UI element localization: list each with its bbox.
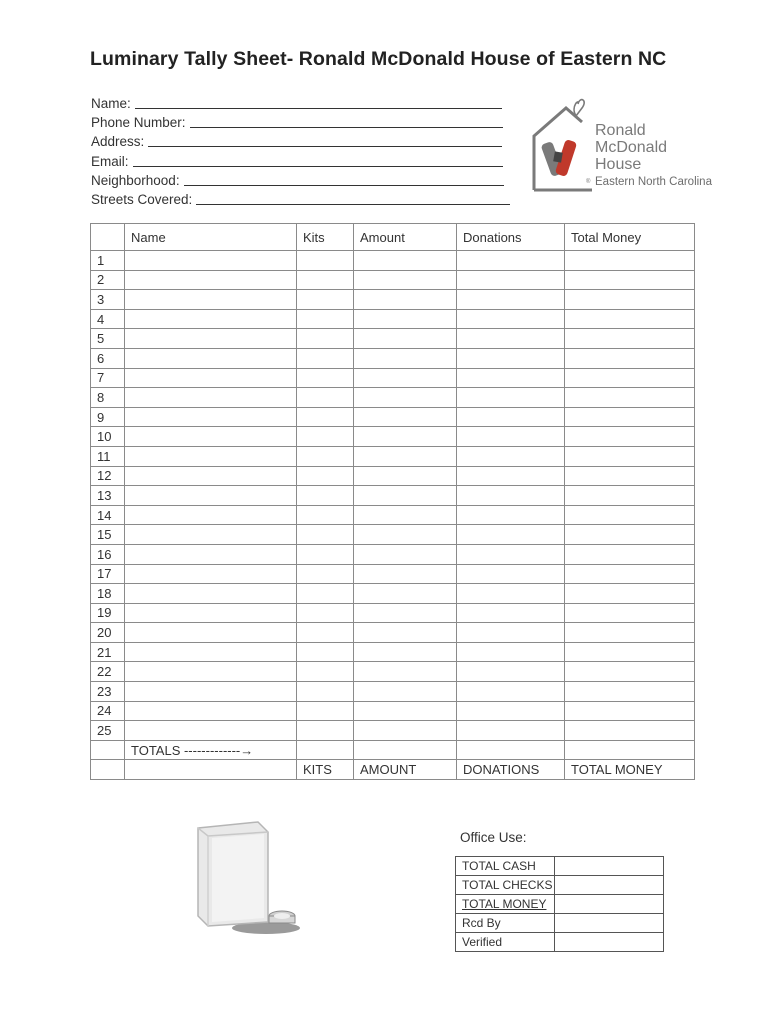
donations-cell[interactable] bbox=[457, 427, 565, 447]
table-row bbox=[91, 348, 695, 368]
total-money-cell[interactable] bbox=[565, 584, 695, 604]
amount-cell[interactable] bbox=[354, 446, 457, 466]
office-label-cell: TOTAL MONEY bbox=[456, 895, 555, 914]
amount-cell[interactable] bbox=[354, 251, 457, 271]
name-cell[interactable] bbox=[125, 584, 297, 604]
name-cell[interactable] bbox=[125, 544, 297, 564]
name-cell[interactable] bbox=[125, 642, 297, 662]
row-number: 2 bbox=[91, 270, 125, 290]
row-number: 11 bbox=[91, 446, 125, 466]
total-money-cell[interactable] bbox=[565, 309, 695, 329]
table-row bbox=[91, 309, 695, 329]
row-number: 9 bbox=[91, 407, 125, 427]
amount-cell[interactable] bbox=[354, 466, 457, 486]
table-row bbox=[91, 446, 695, 466]
total-money-cell[interactable] bbox=[565, 407, 695, 427]
donations-cell[interactable] bbox=[457, 544, 565, 564]
kits-cell[interactable] bbox=[297, 388, 354, 408]
amount-cell[interactable] bbox=[354, 584, 457, 604]
name-cell[interactable] bbox=[125, 309, 297, 329]
header-kits: Kits bbox=[297, 224, 354, 251]
kits-cell[interactable] bbox=[297, 682, 354, 702]
kits-cell[interactable] bbox=[297, 525, 354, 545]
name-cell[interactable] bbox=[125, 701, 297, 721]
table-row bbox=[91, 388, 695, 408]
row-number: 6 bbox=[91, 348, 125, 368]
neighborhood-label: Neighborhood: bbox=[91, 172, 180, 188]
row-number: 7 bbox=[91, 368, 125, 388]
row-number: 10 bbox=[91, 427, 125, 447]
kits-cell[interactable] bbox=[297, 603, 354, 623]
luminary-bag-image bbox=[188, 818, 308, 940]
name-cell[interactable] bbox=[125, 251, 297, 271]
total-money-cell[interactable] bbox=[565, 446, 695, 466]
name-cell[interactable] bbox=[125, 525, 297, 545]
amount-cell[interactable] bbox=[354, 388, 457, 408]
amount-cell[interactable] bbox=[354, 290, 457, 310]
table-row bbox=[91, 427, 695, 447]
phone-field[interactable] bbox=[91, 113, 510, 132]
amount-cell[interactable] bbox=[354, 427, 457, 447]
donations-cell[interactable] bbox=[457, 642, 565, 662]
logo-line-1: Ronald bbox=[595, 122, 646, 139]
total-money-cell[interactable] bbox=[565, 721, 695, 741]
donations-cell[interactable] bbox=[457, 525, 565, 545]
name-cell[interactable] bbox=[125, 623, 297, 643]
total-money-cell[interactable] bbox=[565, 623, 695, 643]
totals-donations-cell[interactable] bbox=[457, 740, 565, 760]
row-number: 25 bbox=[91, 721, 125, 741]
footer-donations: DONATIONS bbox=[457, 760, 565, 780]
row-number: 23 bbox=[91, 682, 125, 702]
table-row bbox=[91, 584, 695, 604]
name-cell[interactable] bbox=[125, 388, 297, 408]
name-cell[interactable] bbox=[125, 603, 297, 623]
totals-blank-cell bbox=[91, 740, 125, 760]
office-value-cell[interactable] bbox=[555, 914, 664, 933]
donations-cell[interactable] bbox=[457, 329, 565, 349]
logo-trademark: ® bbox=[586, 179, 591, 185]
amount-cell[interactable] bbox=[354, 348, 457, 368]
amount-cell[interactable] bbox=[354, 544, 457, 564]
kits-cell[interactable] bbox=[297, 662, 354, 682]
footer-kits: KITS bbox=[297, 760, 354, 780]
table-row bbox=[91, 270, 695, 290]
donations-cell[interactable] bbox=[457, 466, 565, 486]
kits-cell[interactable] bbox=[297, 721, 354, 741]
kits-cell[interactable] bbox=[297, 505, 354, 525]
total-money-cell[interactable] bbox=[565, 682, 695, 702]
address-blank[interactable] bbox=[148, 132, 502, 147]
row-number: 13 bbox=[91, 486, 125, 506]
total-money-cell[interactable] bbox=[565, 505, 695, 525]
row-number: 12 bbox=[91, 466, 125, 486]
header-number bbox=[91, 224, 125, 251]
totals-kits-cell[interactable] bbox=[297, 740, 354, 760]
row-number: 1 bbox=[91, 251, 125, 271]
donations-cell[interactable] bbox=[457, 701, 565, 721]
row-number: 20 bbox=[91, 623, 125, 643]
donations-cell[interactable] bbox=[457, 251, 565, 271]
amount-cell[interactable] bbox=[354, 525, 457, 545]
kits-cell[interactable] bbox=[297, 544, 354, 564]
total-money-cell[interactable] bbox=[565, 290, 695, 310]
header-amount: Amount bbox=[354, 224, 457, 251]
row-number: 14 bbox=[91, 505, 125, 525]
table-row bbox=[91, 544, 695, 564]
total-money-cell[interactable] bbox=[565, 603, 695, 623]
kits-cell[interactable] bbox=[297, 701, 354, 721]
table-header-row bbox=[91, 224, 695, 251]
name-cell[interactable] bbox=[125, 682, 297, 702]
name-cell[interactable] bbox=[125, 564, 297, 584]
total-money-cell[interactable] bbox=[565, 564, 695, 584]
donations-cell[interactable] bbox=[457, 446, 565, 466]
donations-cell[interactable] bbox=[457, 368, 565, 388]
name-cell[interactable] bbox=[125, 486, 297, 506]
footer-row bbox=[91, 760, 695, 780]
donations-cell[interactable] bbox=[457, 348, 565, 368]
total-money-cell[interactable] bbox=[565, 701, 695, 721]
total-money-cell[interactable] bbox=[565, 642, 695, 662]
totals-label: TOTALS ------------- bbox=[131, 742, 241, 758]
donations-cell[interactable] bbox=[457, 388, 565, 408]
donations-cell[interactable] bbox=[457, 623, 565, 643]
email-blank[interactable] bbox=[133, 152, 503, 167]
name-cell[interactable] bbox=[125, 466, 297, 486]
donations-cell[interactable] bbox=[457, 486, 565, 506]
kits-cell[interactable] bbox=[297, 290, 354, 310]
table-row bbox=[91, 466, 695, 486]
table-row bbox=[91, 721, 695, 741]
table-row bbox=[91, 603, 695, 623]
logo-subtitle: Eastern North Carolina bbox=[595, 176, 712, 188]
kits-cell[interactable] bbox=[297, 584, 354, 604]
footer-amount: AMOUNT bbox=[354, 760, 457, 780]
total-money-cell[interactable] bbox=[565, 348, 695, 368]
total-money-cell[interactable] bbox=[565, 486, 695, 506]
row-number: 15 bbox=[91, 525, 125, 545]
office-row-money bbox=[456, 895, 664, 914]
table-row bbox=[91, 564, 695, 584]
kits-cell[interactable] bbox=[297, 251, 354, 271]
table-row bbox=[91, 662, 695, 682]
office-use-label: Office Use: bbox=[460, 830, 527, 845]
streets-blank[interactable] bbox=[196, 190, 510, 205]
amount-cell[interactable] bbox=[354, 662, 457, 682]
total-money-cell[interactable] bbox=[565, 525, 695, 545]
total-money-cell[interactable] bbox=[565, 544, 695, 564]
donations-cell[interactable] bbox=[457, 270, 565, 290]
address-field[interactable] bbox=[91, 132, 510, 151]
email-label: Email: bbox=[91, 153, 129, 169]
kits-cell[interactable] bbox=[297, 270, 354, 290]
totals-row bbox=[91, 740, 695, 760]
amount-cell[interactable] bbox=[354, 368, 457, 388]
table-row bbox=[91, 486, 695, 506]
office-row-cash bbox=[456, 857, 664, 876]
footer-cell bbox=[125, 760, 297, 780]
total-money-cell[interactable] bbox=[565, 388, 695, 408]
office-label-cell: TOTAL CHECKS bbox=[456, 876, 555, 895]
table-row bbox=[91, 407, 695, 427]
table-row bbox=[91, 368, 695, 388]
phone-label: Phone Number: bbox=[91, 115, 186, 131]
amount-cell[interactable] bbox=[354, 623, 457, 643]
kits-cell[interactable] bbox=[297, 466, 354, 486]
amount-cell[interactable] bbox=[354, 309, 457, 329]
row-number: 3 bbox=[91, 290, 125, 310]
header-donations: Donations bbox=[457, 224, 565, 251]
table-row bbox=[91, 290, 695, 310]
kits-cell[interactable] bbox=[297, 564, 354, 584]
office-value-cell[interactable] bbox=[555, 895, 664, 914]
contact-fields bbox=[91, 94, 510, 209]
donations-cell[interactable] bbox=[457, 505, 565, 525]
office-label-cell: Verified bbox=[456, 933, 555, 952]
row-number: 22 bbox=[91, 662, 125, 682]
phone-blank[interactable] bbox=[190, 113, 503, 128]
tally-rows bbox=[91, 251, 695, 741]
name-cell[interactable] bbox=[125, 290, 297, 310]
amount-cell[interactable] bbox=[354, 407, 457, 427]
tally-table bbox=[90, 223, 695, 780]
name-blank[interactable] bbox=[135, 94, 502, 109]
logo-line-3: House bbox=[595, 156, 642, 173]
amount-cell[interactable] bbox=[354, 701, 457, 721]
amount-cell[interactable] bbox=[354, 329, 457, 349]
row-number: 18 bbox=[91, 584, 125, 604]
row-number: 21 bbox=[91, 642, 125, 662]
office-value-cell[interactable] bbox=[555, 876, 664, 895]
donations-cell[interactable] bbox=[457, 584, 565, 604]
kits-cell[interactable] bbox=[297, 348, 354, 368]
table-row bbox=[91, 329, 695, 349]
name-cell[interactable] bbox=[125, 270, 297, 290]
donations-cell[interactable] bbox=[457, 564, 565, 584]
donations-cell[interactable] bbox=[457, 290, 565, 310]
office-row-verified bbox=[456, 933, 664, 952]
row-number: 5 bbox=[91, 329, 125, 349]
logo-wordmark bbox=[595, 122, 667, 173]
kits-cell[interactable] bbox=[297, 427, 354, 447]
table-row bbox=[91, 525, 695, 545]
name-cell[interactable] bbox=[125, 662, 297, 682]
row-number: 4 bbox=[91, 309, 125, 329]
email-field[interactable] bbox=[91, 152, 510, 171]
donations-cell[interactable] bbox=[457, 662, 565, 682]
office-label-cell: Rcd By bbox=[456, 914, 555, 933]
kits-cell[interactable] bbox=[297, 309, 354, 329]
total-money-cell[interactable] bbox=[565, 662, 695, 682]
address-label: Address: bbox=[91, 134, 145, 150]
row-number: 24 bbox=[91, 701, 125, 721]
neighborhood-field[interactable] bbox=[91, 171, 510, 190]
arrow-right-icon: → bbox=[240, 742, 254, 758]
amount-cell[interactable] bbox=[354, 603, 457, 623]
table-row bbox=[91, 701, 695, 721]
amount-cell[interactable] bbox=[354, 270, 457, 290]
table-row bbox=[91, 623, 695, 643]
amount-cell[interactable] bbox=[354, 642, 457, 662]
kits-cell[interactable] bbox=[297, 368, 354, 388]
office-value-cell[interactable] bbox=[555, 933, 664, 952]
name-cell[interactable] bbox=[125, 368, 297, 388]
table-row bbox=[91, 505, 695, 525]
logo-line-2: McDonald bbox=[595, 139, 668, 156]
totals-label-cell bbox=[125, 740, 297, 760]
amount-cell[interactable] bbox=[354, 721, 457, 741]
total-money-cell[interactable] bbox=[565, 427, 695, 447]
donations-cell[interactable] bbox=[457, 309, 565, 329]
name-cell[interactable] bbox=[125, 407, 297, 427]
totals-money-cell[interactable] bbox=[565, 740, 695, 760]
header-total-money: Total Money bbox=[565, 224, 695, 251]
row-number: 17 bbox=[91, 564, 125, 584]
header-name: Name bbox=[125, 224, 297, 251]
table-row bbox=[91, 642, 695, 662]
kits-cell[interactable] bbox=[297, 486, 354, 506]
amount-cell[interactable] bbox=[354, 486, 457, 506]
donations-cell[interactable] bbox=[457, 682, 565, 702]
row-number: 19 bbox=[91, 603, 125, 623]
name-cell[interactable] bbox=[125, 427, 297, 447]
total-money-cell[interactable] bbox=[565, 251, 695, 271]
total-money-cell[interactable] bbox=[565, 270, 695, 290]
office-use-table bbox=[455, 856, 664, 952]
office-row-rcd-by bbox=[456, 914, 664, 933]
table-row bbox=[91, 682, 695, 702]
donations-cell[interactable] bbox=[457, 721, 565, 741]
kits-cell[interactable] bbox=[297, 329, 354, 349]
kits-cell[interactable] bbox=[297, 446, 354, 466]
name-field[interactable] bbox=[91, 94, 510, 113]
donations-cell[interactable] bbox=[457, 407, 565, 427]
donations-cell[interactable] bbox=[457, 603, 565, 623]
name-cell[interactable] bbox=[125, 721, 297, 741]
amount-cell[interactable] bbox=[354, 564, 457, 584]
neighborhood-blank[interactable] bbox=[184, 171, 504, 186]
office-value-cell[interactable] bbox=[555, 857, 664, 876]
kits-cell[interactable] bbox=[297, 623, 354, 643]
streets-label: Streets Covered: bbox=[91, 192, 193, 208]
name-cell[interactable] bbox=[125, 446, 297, 466]
footer-cell bbox=[91, 760, 125, 780]
name-cell[interactable] bbox=[125, 329, 297, 349]
totals-amount-cell[interactable] bbox=[354, 740, 457, 760]
office-label-cell: TOTAL CASH bbox=[456, 857, 555, 876]
kits-cell[interactable] bbox=[297, 407, 354, 427]
row-number: 8 bbox=[91, 388, 125, 408]
amount-cell[interactable] bbox=[354, 682, 457, 702]
total-money-cell[interactable] bbox=[565, 368, 695, 388]
page-title: Luminary Tally Sheet- Ronald McDonald House of Eastern NC bbox=[90, 48, 667, 70]
kits-cell[interactable] bbox=[297, 642, 354, 662]
name-cell[interactable] bbox=[125, 505, 297, 525]
name-label: Name: bbox=[91, 96, 131, 111]
amount-cell[interactable] bbox=[354, 505, 457, 525]
office-row-checks bbox=[456, 876, 664, 895]
total-money-cell[interactable] bbox=[565, 466, 695, 486]
table-row bbox=[91, 251, 695, 271]
name-cell[interactable] bbox=[125, 348, 297, 368]
row-number: 16 bbox=[91, 544, 125, 564]
streets-field[interactable] bbox=[91, 190, 510, 209]
footer-total-money: TOTAL MONEY bbox=[565, 760, 695, 780]
total-money-cell[interactable] bbox=[565, 329, 695, 349]
